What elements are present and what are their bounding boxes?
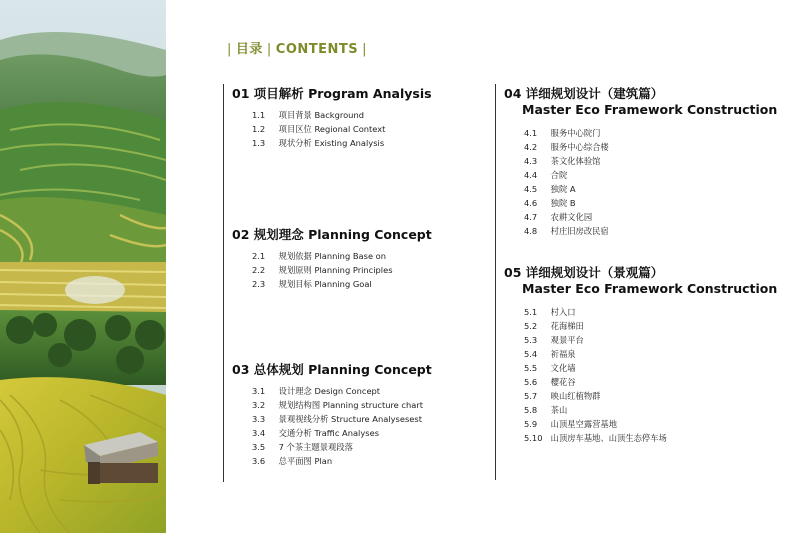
item-label: 规划原则 Planning Principles — [278, 265, 393, 275]
toc-item[interactable] — [252, 412, 432, 426]
item-label: 独院 A — [550, 184, 576, 194]
toc-item[interactable] — [252, 136, 432, 150]
item-number: 1.3 — [252, 138, 266, 148]
item-number: 3.5 — [252, 442, 266, 452]
item-label: 现状分析 Existing Analysis — [278, 138, 385, 148]
section-title[interactable]: 03 总体规划 Planning Concept — [232, 362, 432, 377]
toc-item[interactable] — [524, 431, 777, 445]
item-label: 茶山 — [550, 405, 568, 415]
toc-item[interactable] — [252, 384, 432, 398]
toc-column-left — [223, 84, 483, 484]
toc-item[interactable] — [524, 182, 777, 196]
item-number: 4.5 — [524, 184, 538, 194]
heading-divider: | — [362, 42, 368, 57]
item-label: 山顶房车基地、山顶生态停车场 — [550, 433, 667, 443]
item-number: 4.6 — [524, 198, 538, 208]
toc-item[interactable] — [524, 347, 777, 361]
toc-item[interactable] — [524, 333, 777, 347]
item-number: 5.3 — [524, 335, 538, 345]
item-number: 4.3 — [524, 156, 538, 166]
item-number: 5.5 — [524, 363, 538, 373]
toc-item[interactable] — [524, 319, 777, 333]
item-label: 樱花谷 — [550, 377, 576, 387]
item-number: 4.2 — [524, 142, 538, 152]
item-label: 总平面图 Plan — [278, 456, 333, 466]
toc-item[interactable] — [524, 210, 777, 224]
section-subtitle[interactable]: Master Eco Framework Construction — [522, 102, 778, 117]
toc-item[interactable] — [252, 108, 432, 122]
toc-section-01[interactable] — [232, 86, 432, 150]
item-label: 项目区位 Regional Context — [278, 124, 386, 134]
section-title[interactable]: 02 规划理念 Planning Concept — [232, 227, 432, 242]
toc-item[interactable] — [252, 440, 432, 454]
heading-divider: | — [266, 42, 272, 57]
toc-item[interactable] — [524, 168, 777, 182]
item-label: 观景平台 — [550, 335, 584, 345]
toc-item[interactable] — [524, 361, 777, 375]
toc-item[interactable] — [524, 403, 777, 417]
toc-section-02[interactable] — [232, 227, 432, 291]
toc-item[interactable] — [524, 140, 777, 154]
section-subtitle[interactable]: Master Eco Framework Construction — [522, 281, 778, 296]
heading-cn: 目录 — [235, 42, 263, 57]
column-divider — [495, 84, 496, 480]
item-label: 农耕文化园 — [550, 212, 593, 222]
item-number: 2.1 — [252, 251, 266, 261]
heading-divider: | — [227, 42, 232, 57]
item-number: 2.3 — [252, 279, 266, 289]
toc-item[interactable] — [252, 263, 432, 277]
toc-section-05[interactable] — [504, 265, 777, 445]
item-label: 山顶星空露营基地 — [550, 419, 618, 429]
toc-item[interactable] — [524, 154, 777, 168]
item-number: 1.2 — [252, 124, 266, 134]
item-label: 服务中心综合楼 — [550, 142, 609, 152]
item-number: 5.10 — [524, 433, 543, 443]
item-label: 茶文化体验馆 — [550, 156, 601, 166]
item-number: 5.7 — [524, 391, 538, 401]
item-number: 3.6 — [252, 456, 266, 466]
item-number: 3.4 — [252, 428, 266, 438]
item-number: 5.6 — [524, 377, 538, 387]
item-label: 服务中心院门 — [550, 128, 601, 138]
item-label: 规划依据 Planning Base on — [278, 251, 387, 261]
item-label: 合院 — [550, 170, 568, 180]
item-number: 3.2 — [252, 400, 266, 410]
toc-item[interactable] — [524, 389, 777, 403]
item-label: 7 个茶主题景观段落 — [278, 442, 353, 452]
toc-item[interactable] — [252, 277, 432, 291]
toc-item[interactable] — [524, 126, 777, 140]
toc-item[interactable] — [524, 196, 777, 210]
toc-item[interactable] — [252, 122, 432, 136]
item-number: 2.2 — [252, 265, 266, 275]
column-divider — [223, 84, 224, 482]
item-number: 5.9 — [524, 419, 538, 429]
section-title[interactable]: 01 项目解析 Program Analysis — [232, 86, 432, 101]
item-number: 5.2 — [524, 321, 538, 331]
item-number: 4.7 — [524, 212, 538, 222]
toc-section-04[interactable] — [504, 86, 777, 238]
toc-item[interactable] — [252, 426, 432, 440]
toc-column-right — [495, 84, 785, 484]
contents-heading — [223, 38, 371, 57]
heading-en: CONTENTS — [275, 42, 359, 57]
item-number: 5.8 — [524, 405, 538, 415]
item-label: 项目背景 Background — [278, 110, 364, 120]
toc-item[interactable] — [252, 249, 432, 263]
toc-item[interactable] — [252, 398, 432, 412]
item-label: 花海梯田 — [550, 321, 584, 331]
item-number: 4.8 — [524, 226, 538, 236]
terrace-photo — [0, 0, 166, 533]
item-number: 5.1 — [524, 307, 538, 317]
item-label: 规划结构图 Planning structure chart — [278, 400, 423, 410]
section-title[interactable]: 04 详细规划设计（建筑篇） — [504, 86, 664, 101]
item-label: 规划目标 Planning Goal — [278, 279, 372, 289]
section-title[interactable]: 05 详细规划设计（景观篇） — [504, 265, 664, 280]
item-label: 村入口 — [550, 307, 576, 317]
item-number: 5.4 — [524, 349, 538, 359]
item-label: 设计理念 Design Concept — [278, 386, 381, 396]
toc-item[interactable] — [252, 454, 432, 468]
toc-section-03[interactable] — [232, 362, 432, 468]
item-label: 景观视线分析 Structure Analysesest — [278, 414, 422, 424]
item-number: 4.1 — [524, 128, 538, 138]
toc-item[interactable] — [524, 417, 777, 431]
toc-item[interactable] — [524, 375, 777, 389]
item-label: 村庄旧房改民宿 — [550, 226, 609, 236]
item-label: 祈福泉 — [550, 349, 576, 359]
toc-item[interactable] — [524, 224, 777, 238]
toc-item[interactable] — [524, 305, 777, 319]
item-number: 3.3 — [252, 414, 266, 424]
item-label: 交通分析 Traffic Analyses — [278, 428, 380, 438]
item-number: 4.4 — [524, 170, 538, 180]
item-number: 1.1 — [252, 110, 266, 120]
item-number: 3.1 — [252, 386, 266, 396]
item-label: 独院 B — [550, 198, 576, 208]
item-label: 文化墙 — [550, 363, 576, 373]
item-label: 映山红植物群 — [550, 391, 601, 401]
